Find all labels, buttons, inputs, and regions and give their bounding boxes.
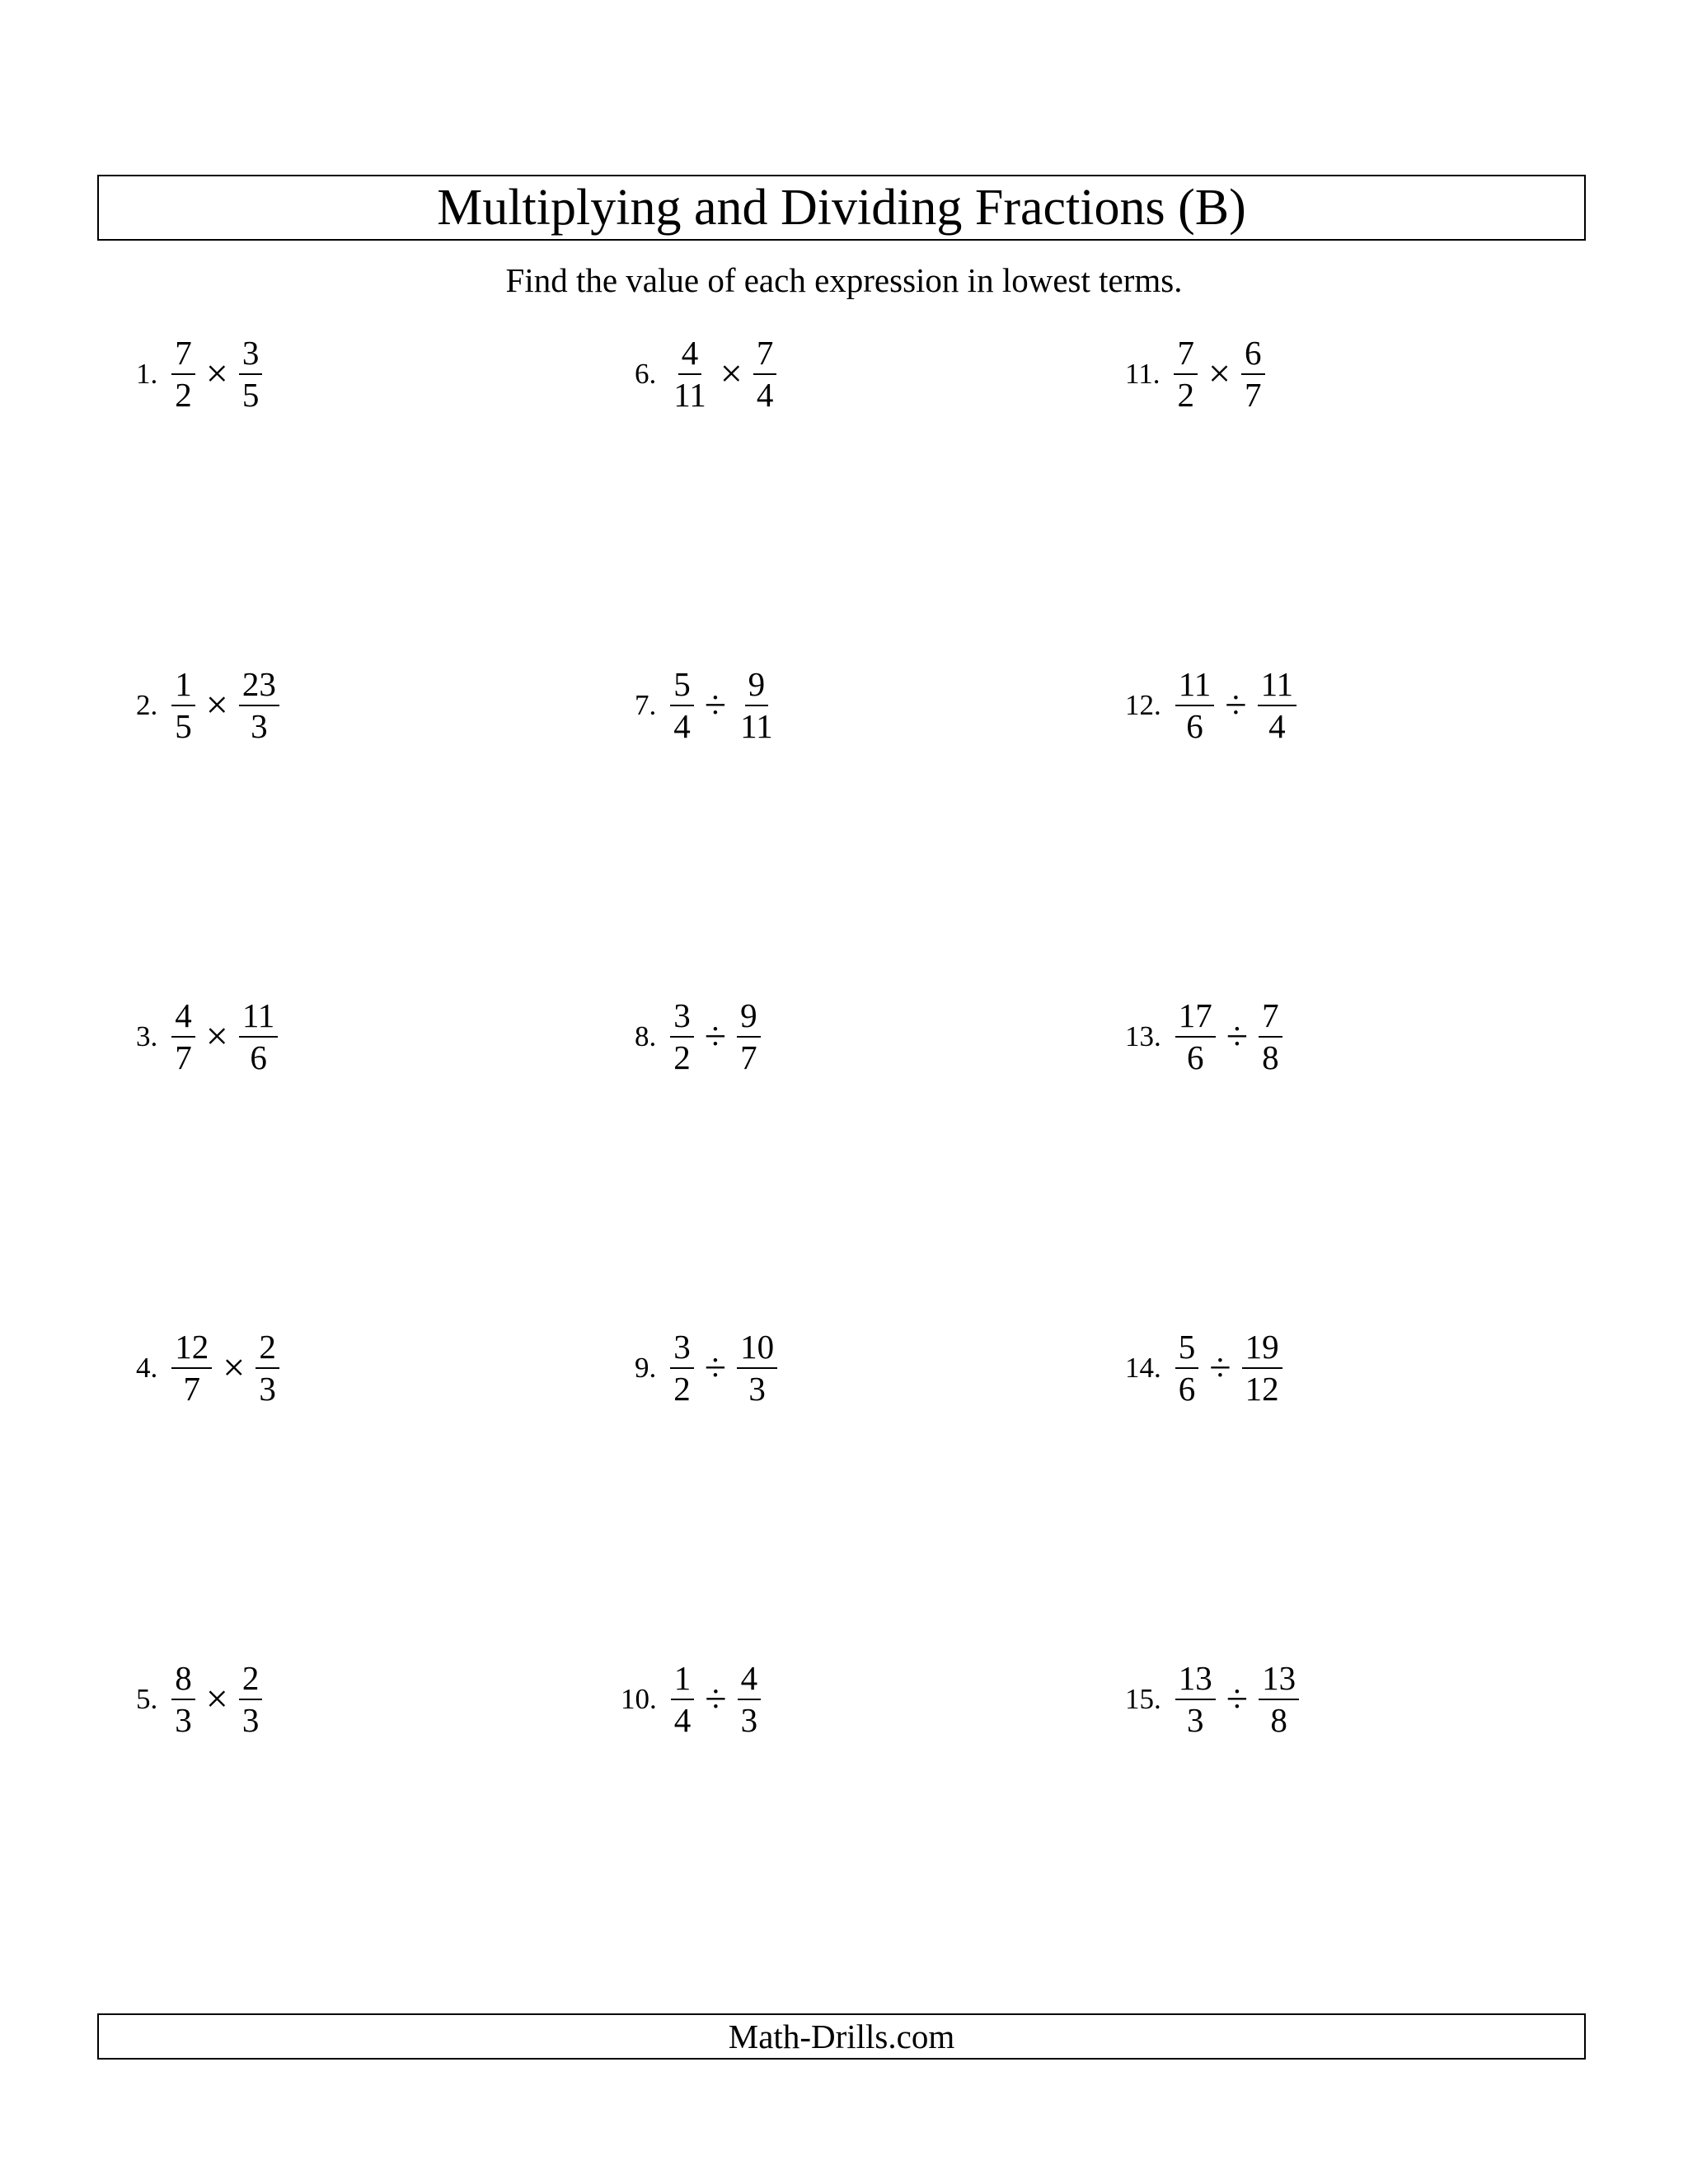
denominator: 3: [748, 1370, 766, 1408]
operator: ÷: [704, 1346, 727, 1390]
denominator: 3: [241, 1701, 260, 1739]
denominator: 2: [1177, 376, 1194, 414]
fraction-1: [1174, 336, 1198, 412]
denominator: 2: [673, 1370, 691, 1408]
denominator: 3: [251, 707, 268, 745]
fraction-1: [1175, 1330, 1199, 1406]
fraction-2: [239, 996, 278, 1076]
fraction-1: [171, 1330, 212, 1406]
denominator: 4: [1268, 707, 1286, 745]
denominator: 6: [1178, 1370, 1196, 1408]
numerator: 23: [239, 668, 279, 706]
numerator: 4: [738, 1661, 762, 1700]
numerator: 11: [239, 999, 278, 1038]
numerator: 12: [171, 1330, 212, 1369]
denominator: 11: [740, 707, 773, 745]
operator: ÷: [704, 1015, 727, 1058]
operator: ÷: [1209, 1346, 1231, 1390]
operator: ×: [205, 352, 228, 396]
problem-number: 1.: [136, 358, 158, 390]
numerator: 13: [1175, 1661, 1216, 1700]
numerator: 11: [1258, 668, 1296, 706]
problem-4: [136, 1319, 282, 1418]
problem-10: [621, 1650, 763, 1749]
denominator: 4: [756, 376, 774, 414]
denominator: 6: [250, 1038, 267, 1076]
numerator: 2: [239, 1661, 263, 1700]
denominator: 2: [673, 1038, 691, 1076]
problem-number: 8.: [635, 1020, 657, 1052]
numerator: 19: [1242, 1330, 1282, 1369]
numerator: 17: [1175, 999, 1216, 1038]
numerator: 1: [171, 668, 195, 706]
fraction-2: [256, 1330, 279, 1406]
denominator: 4: [673, 707, 691, 745]
fraction-1: [670, 336, 709, 412]
problem-number: 14.: [1125, 1352, 1161, 1384]
denominator: 5: [241, 376, 260, 414]
problem-number: 2.: [136, 689, 158, 721]
problem-7: [635, 656, 779, 755]
fraction-1: [1175, 665, 1214, 745]
problem-number: 10.: [621, 1683, 657, 1715]
numerator: 7: [1174, 336, 1198, 375]
numerator: 5: [670, 668, 694, 706]
problem-1: [136, 325, 265, 424]
worksheet-title: Multiplying and Dividing Fractions (B): [437, 180, 1246, 236]
numerator: 3: [239, 336, 263, 375]
denominator: 8: [1262, 1038, 1279, 1076]
fraction-1: [671, 1661, 695, 1737]
footer-text: Math-Drills.com: [728, 2017, 955, 2055]
denominator: 2: [175, 376, 192, 414]
numerator: 1: [671, 1661, 695, 1700]
problem-2: [136, 656, 282, 755]
denominator: 12: [1245, 1370, 1279, 1408]
problem-12: [1125, 656, 1299, 755]
denominator: 7: [740, 1038, 757, 1076]
problem-6: [635, 325, 779, 424]
problem-14: [1125, 1319, 1285, 1418]
fraction-1: [1175, 996, 1216, 1076]
denominator: 6: [1187, 1038, 1204, 1076]
numerator: 4: [678, 336, 702, 375]
numerator: 3: [670, 1330, 694, 1369]
problem-number: 3.: [136, 1020, 158, 1052]
denominator: 3: [175, 1701, 192, 1739]
operator: ×: [205, 683, 228, 727]
denominator: 3: [1187, 1701, 1204, 1739]
numerator: 5: [1175, 1330, 1199, 1369]
fraction-2: [1242, 1330, 1282, 1406]
problem-number: 9.: [635, 1352, 657, 1384]
numerator: 9: [737, 999, 761, 1038]
fraction-1: [171, 336, 195, 412]
fraction-2: [239, 336, 263, 412]
footer-box: [97, 2013, 1586, 2060]
denominator: 5: [175, 707, 192, 745]
operator: ÷: [1226, 1015, 1249, 1058]
fraction-2: [1241, 336, 1265, 412]
fraction-1: [171, 665, 195, 745]
problem-13: [1125, 987, 1285, 1086]
numerator: 7: [753, 336, 777, 375]
fraction-1: [1175, 1661, 1216, 1737]
operator: ×: [205, 1015, 228, 1058]
fraction-2: [737, 665, 776, 745]
denominator: 3: [259, 1370, 276, 1408]
fraction-1: [171, 1661, 195, 1737]
operator: ×: [205, 1677, 228, 1721]
denominator: 7: [183, 1370, 200, 1408]
problem-number: 11.: [1125, 358, 1160, 390]
numerator: 10: [737, 1330, 777, 1369]
fraction-1: [670, 665, 694, 745]
fraction-2: [738, 1661, 762, 1737]
denominator: 7: [175, 1038, 192, 1076]
denominator: 8: [1270, 1701, 1287, 1739]
problem-15: [1125, 1650, 1301, 1749]
denominator: 6: [1186, 707, 1203, 745]
numerator: 7: [1259, 999, 1282, 1038]
numerator: 6: [1241, 336, 1265, 375]
problem-number: 15.: [1125, 1683, 1161, 1715]
numerator: 8: [171, 1661, 195, 1700]
numerator: 7: [171, 336, 195, 375]
problem-9: [635, 1319, 780, 1418]
problem-number: 7.: [635, 689, 657, 721]
fraction-1: [670, 996, 694, 1076]
operator: ÷: [1225, 683, 1247, 727]
fraction-2: [239, 665, 279, 745]
numerator: 2: [256, 1330, 279, 1369]
numerator: 11: [1175, 668, 1214, 706]
denominator: 3: [740, 1701, 758, 1739]
fraction-1: [171, 996, 195, 1076]
fraction-2: [737, 1330, 777, 1406]
fraction-2: [239, 1661, 263, 1737]
problem-number: 12.: [1125, 689, 1161, 721]
fraction-2: [1259, 996, 1282, 1076]
fraction-2: [1259, 1661, 1299, 1737]
operator: ÷: [705, 1677, 727, 1721]
problem-number: 5.: [136, 1683, 158, 1715]
problem-8: [635, 987, 763, 1086]
denominator: 11: [673, 376, 706, 414]
denominator: 4: [673, 1701, 692, 1739]
fraction-2: [1258, 665, 1296, 745]
numerator: 4: [171, 999, 195, 1038]
operator: ÷: [704, 683, 727, 727]
problem-number: 4.: [136, 1352, 158, 1384]
denominator: 7: [1245, 376, 1262, 414]
problem-11: [1125, 325, 1268, 424]
operator: ×: [223, 1346, 246, 1390]
numerator: 3: [670, 999, 694, 1038]
operator: ×: [720, 352, 743, 396]
numerator: 9: [745, 668, 769, 706]
fraction-1: [670, 1330, 694, 1406]
problem-5: [136, 1650, 265, 1749]
problem-3: [136, 987, 280, 1086]
problem-number: 13.: [1125, 1020, 1161, 1052]
operator: ×: [1207, 352, 1231, 396]
fraction-2: [753, 336, 777, 412]
problem-number: 6.: [635, 358, 657, 390]
operator: ÷: [1226, 1677, 1249, 1721]
fraction-2: [737, 996, 761, 1076]
worksheet-title-box: [97, 175, 1586, 241]
numerator: 13: [1259, 1661, 1299, 1700]
instructions: Find the value of each expression in lowest terms.: [505, 261, 1183, 299]
